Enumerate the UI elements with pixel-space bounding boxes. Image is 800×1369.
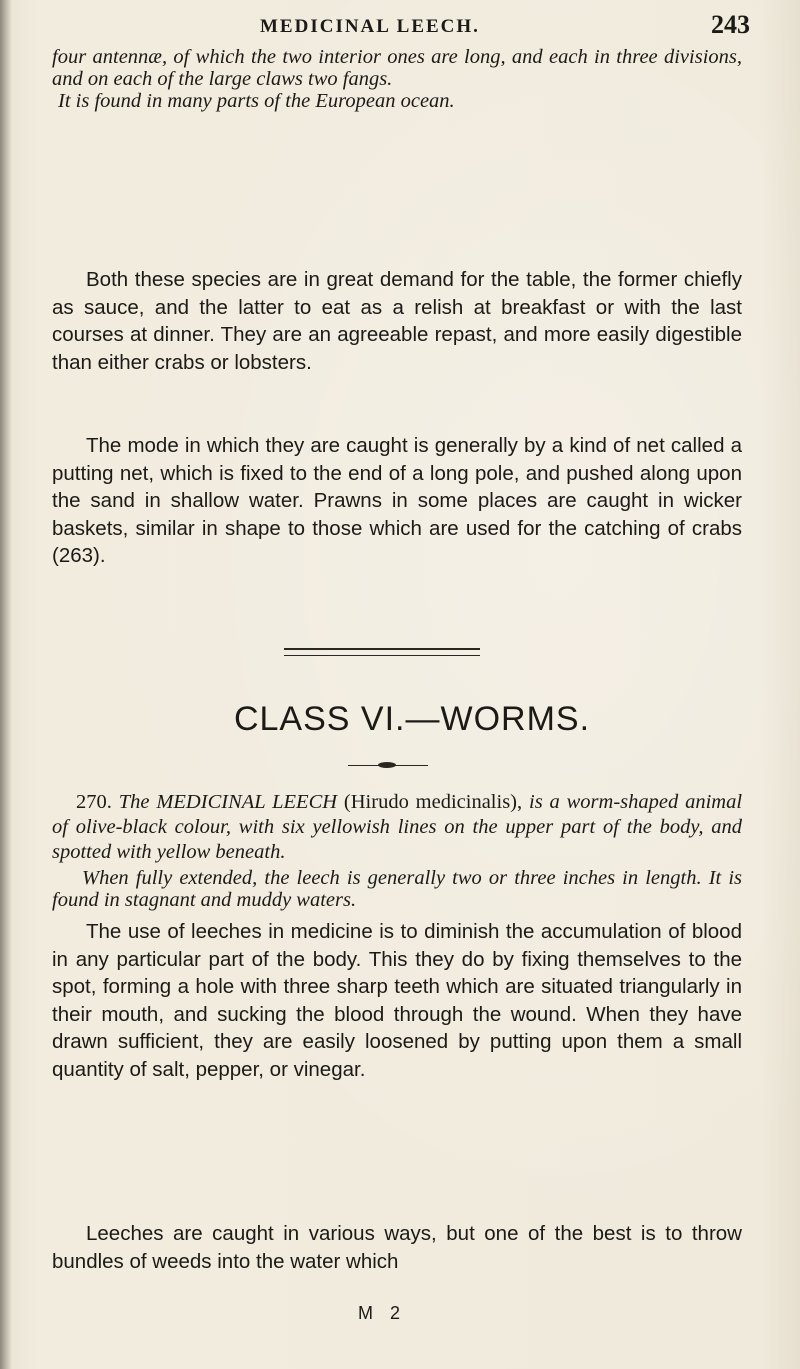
page-gutter-shadow [0,0,12,1369]
paragraph-demand: Both these species are in great demand for the table, the former chiefly as sauce, and the latter to eat as a relish at breakfast or with the last courses at dinner. They are an agreeable repast, and more easily digestible than either crabs or lobsters. [52,268,742,374]
paragraph-caught-block [52,1220,742,1275]
paragraph-catching-block [52,432,742,570]
running-title: MEDICINAL LEECH. [260,16,480,37]
entry-name: The MEDICINAL LEECH [118,791,338,813]
signature-mark: M 2 [357,1303,406,1323]
paragraph-catching: The mode in which they are caught is generally by a kind of net called a putting net, which is fixed to the end of a long pole, and pushed along upon the sand in shallow water. Prawns in some places are caught in wicker baskets, similar in shape to those which are used for the catching of crabs (263). [52,434,742,568]
paragraph-length: When fully extended, the leech is generally two or three inches in length. It is found in stagnant and muddy waters. [52,867,742,911]
entry-number: 270. [76,791,112,813]
running-head [52,10,752,40]
entry-latin-name: (Hirudo medicinalis), [343,791,523,813]
section-divider [284,648,480,656]
paragraph-antennae: four antennæ, of which the two interior ones are long, and each in three divisions, and on each of the large claws two fangs. [52,46,742,90]
paragraph-caught: Leeches are caught in various ways, but one of the best is to throw bundles of weeds into the water which [52,1222,742,1273]
class-heading: CLASS VI.—WORMS. [233,700,591,738]
paragraph-use-block [52,918,742,1084]
ornament-divider [348,765,428,766]
page-number: 243 [711,10,750,39]
leech-entry [52,790,742,911]
paragraph-habitat: It is found in many parts of the European ocean. [58,90,455,112]
entry-description: is a worm-shaped animal of olive-black colour, with six yellowish lines on the upper part of the body, and spotted with yellow beneath. [52,791,743,863]
paragraph-use: The use of leeches in medicine is to diminish the accumulation of blood in any particular part of the body. This they do by fixing themselves to the spot, forming a hole with three sharp teeth which are situated triangularly in their mouth, and sucking the blood through the wound. When they have drawn sufficient, they are easily loosened by putting upon them a small quantity of salt, pepper, or vinegar. [52,920,742,1081]
leech-description [52,790,742,865]
paragraph-demand-block [52,266,742,376]
continuation-block [52,46,742,112]
